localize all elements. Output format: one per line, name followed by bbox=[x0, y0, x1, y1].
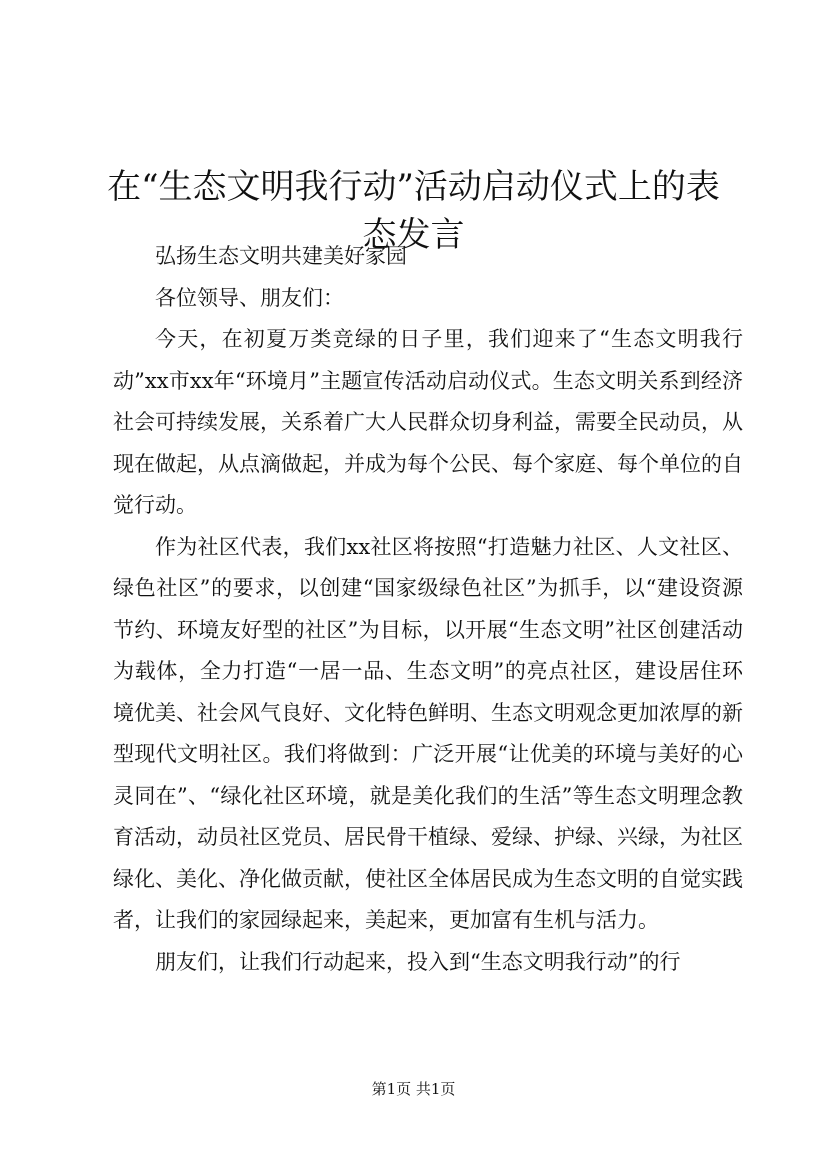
document-title: 在“生态文明我行动”活动启动仪式上的表态发言 bbox=[107, 166, 720, 255]
page-footer: 第1页 共1页 bbox=[371, 1080, 456, 1098]
body-paragraph: 今天，在初夏万类竞绿的日子里，我们迎来了“生态文明我行动”xx市xx年“环境月”主题宣传活动启动仪式。生态文明关系到经济社会可持续发展，关系着广大人民群众切身利益，需要全民动员，从现在做起，从点滴做起，并成为每个公民、每个家庭、每个单位的自觉行动。 bbox=[113, 327, 743, 517]
body-paragraph: 作为社区代表，我们xx社区将按照“打造魅力社区、人文社区、绿色社区”的要求，以创建“国家级绿色社区”为抓手，以“建设资源节约、环境友好型的社区”为目标，以开展“生态文明”社区创建活动为载体，全力打造“一居一品、生态文明”的亮点社区，建设居住环境优美、社会风气良好、文化特色鲜明、生态文明观念更加浓厚的新型现代文明社区。我们将做到：广泛开展“让优美的环境与美好的心灵同在”、“绿化社区环境，就是美化我们的生活”等生态文明理念教育活动，动员社区党员、居民骨干植绿、爱绿、护绿、兴绿，为社区绿化、美化、净化做贡献，使社区全体居民成为生态文明的自觉实践者，让我们的家园绿起来，美起来，更加富有生机与活力。 bbox=[113, 534, 743, 932]
document-body bbox=[113, 236, 743, 983]
body-paragraph: 朋友们，让我们行动起来，投入到“生态文明我行动”的行 bbox=[155, 949, 681, 974]
subtitle-paragraph: 弘扬生态文明共建美好家园 bbox=[155, 244, 407, 268]
salutation-paragraph: 各位领导、朋友们： bbox=[155, 285, 344, 310]
